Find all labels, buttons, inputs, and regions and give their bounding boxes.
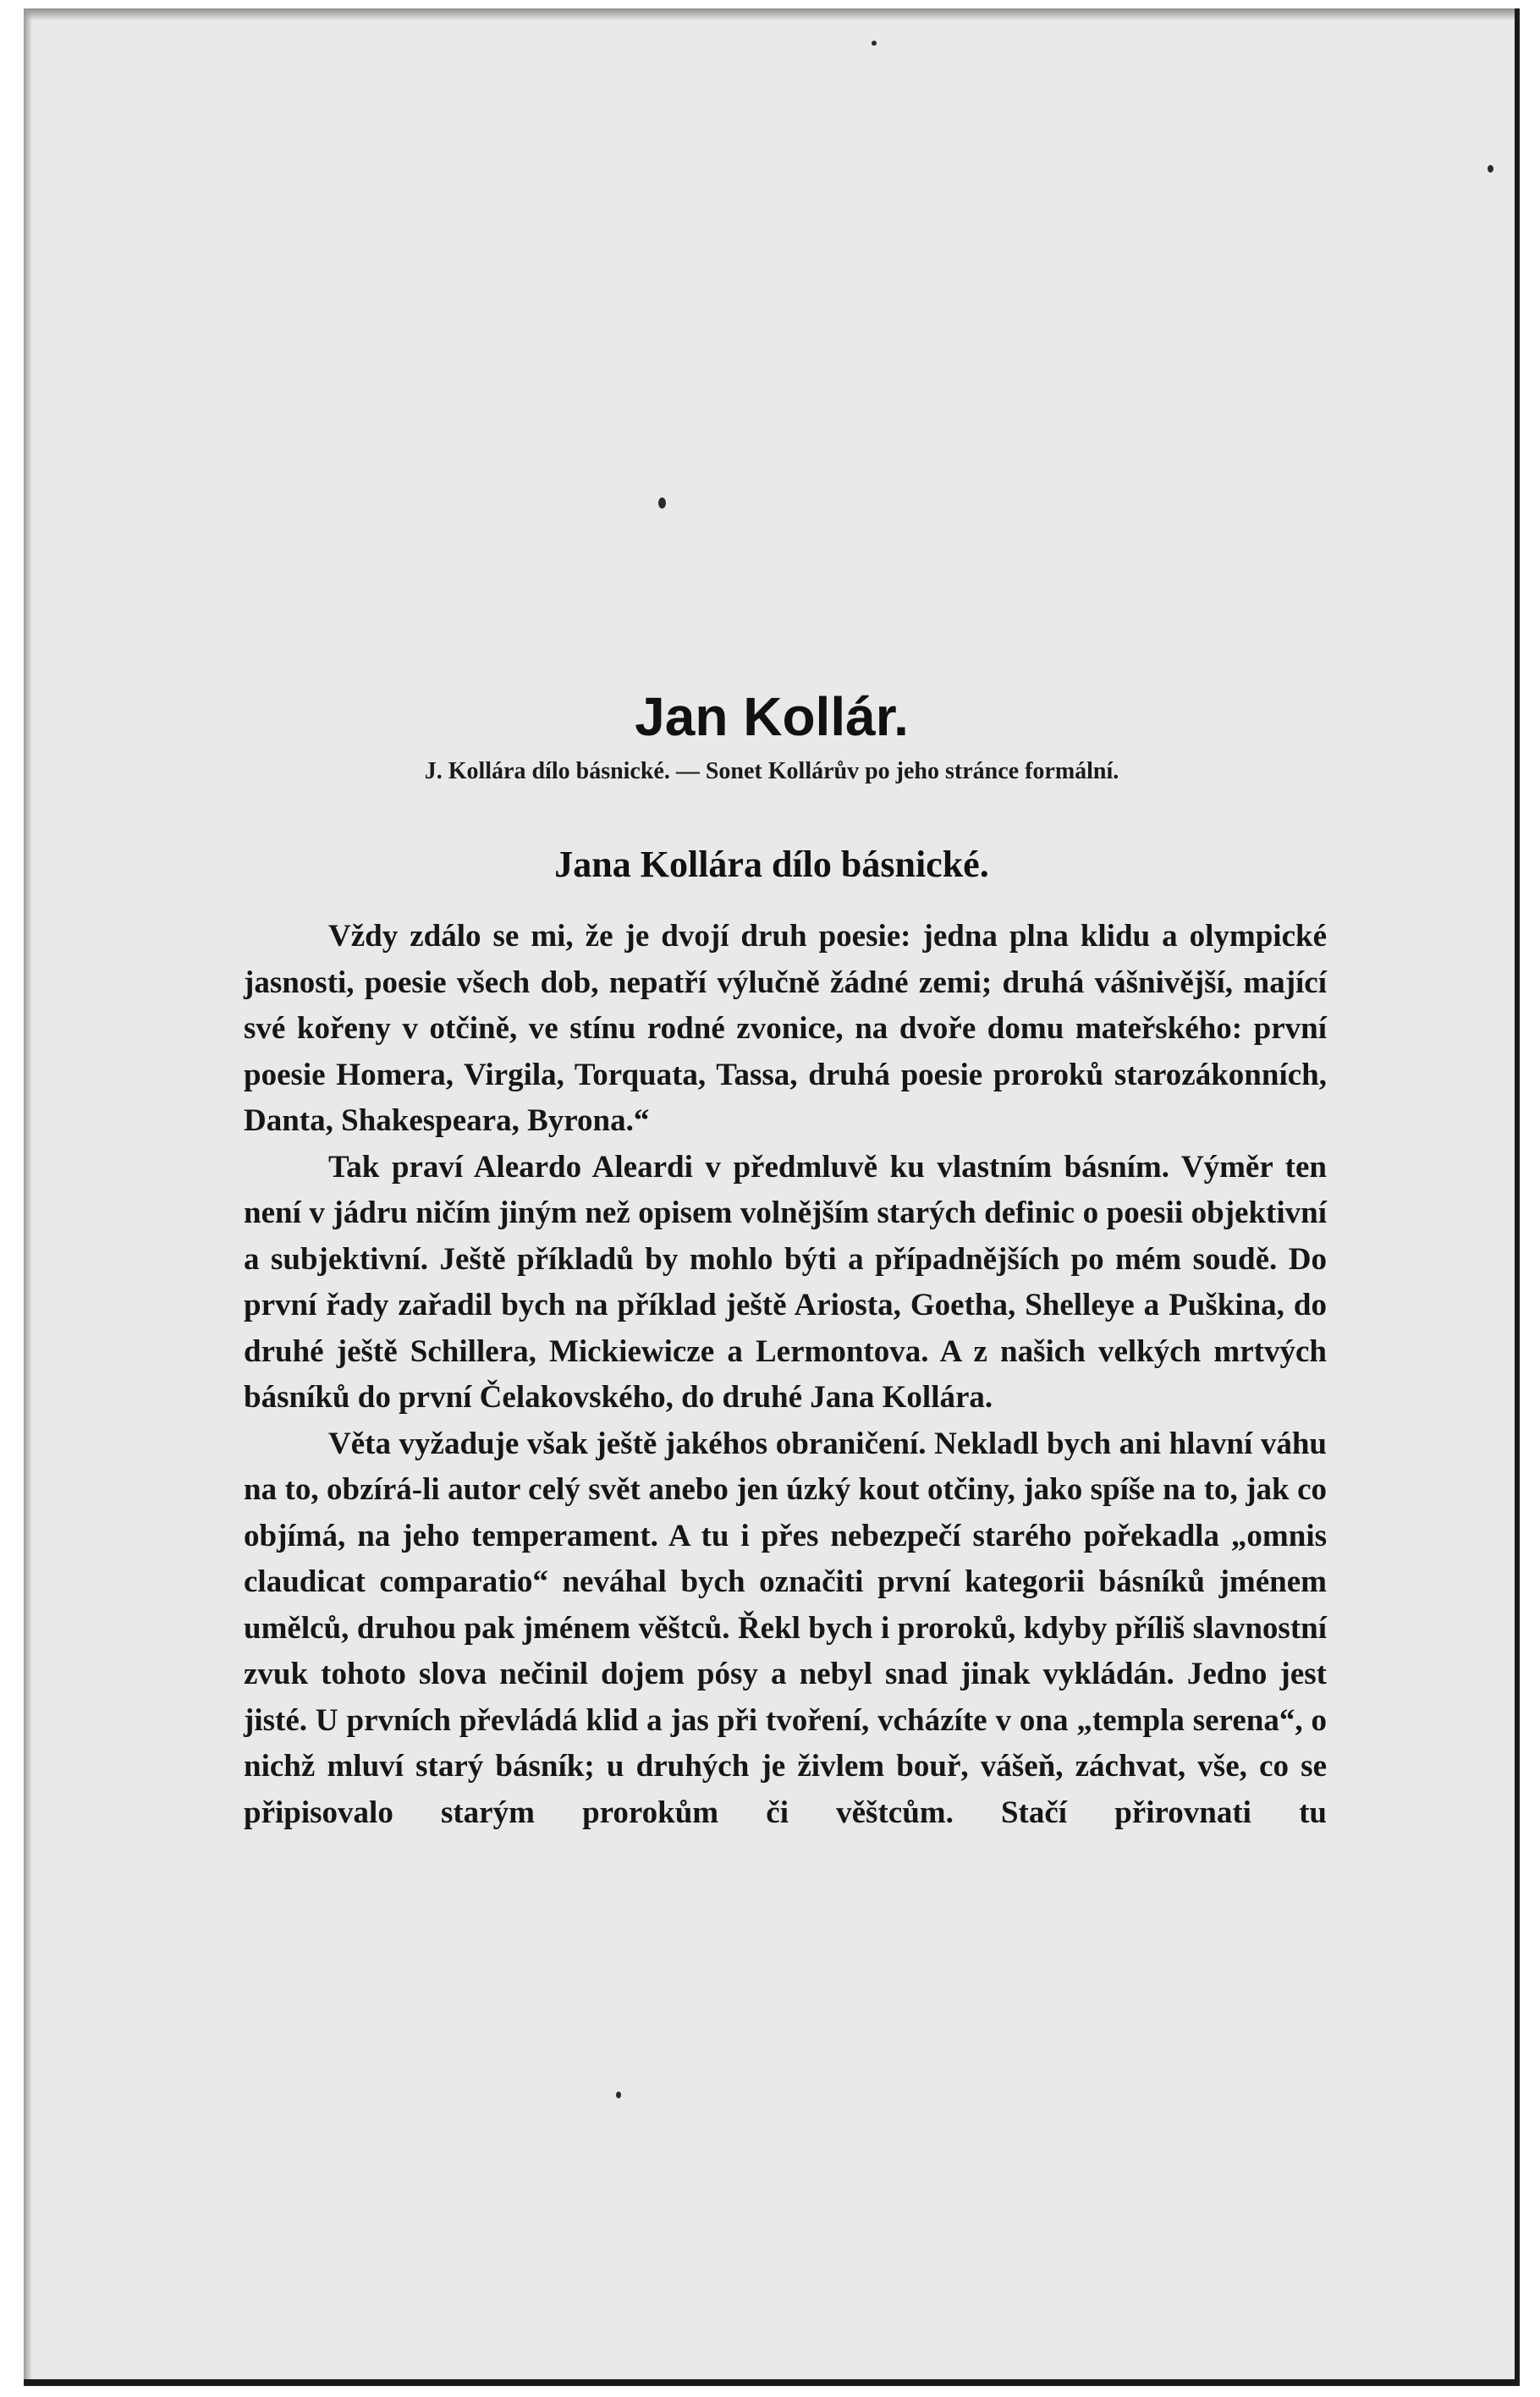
print-speck <box>616 2092 621 2098</box>
chapter-subtitle: J. Kollára dílo básnické. — Sonet Kollárův po jeho stránce formální. <box>424 758 1119 784</box>
body-text <box>244 914 1327 1836</box>
print-speck <box>658 498 666 509</box>
page-left-shadow <box>24 8 32 2379</box>
page-title: Jan Kollár. <box>635 686 909 747</box>
paragraph: Věta vyžaduje však ještě jakéhos obraničení. Nekladl bych ani hlavní váhu na to, obzírá-li autor celý svět anebo jen úzký kout otčiny, jako spíše na to, jak co objímá, na jeho temperament. A tu i přes nebezpečí starého pořekadla „omnis claudicat comparatio“ neváhal bych označiti první kategorii básníků jménem umělců, druhou pak jménem věštců. Řekl bych i proroků, kdyby příliš slavnostní zvuk tohoto slova nečinil dojem pósy a nebyl snad jinak vykládán. Jedno jest jisté. U prvních převládá klid a jas při tvoření, vcházíte v ona „templa serena“, o nichž mluví starý básník; u druhých je živlem bouř, vášeň, záchvat, vše, co se připisovalo starým prorokům či věštcům. Stačí přirovnati tu <box>244 1426 1327 1830</box>
paragraph: Tak praví Aleardo Aleardi v předmluvě ku vlastním básním. Výměr ten není v jádru ničím jiným než opisem volnějším starých definic o poesii objektivní a subjektivní. Ještě příkladů by mohlo býti a případnějších po mém soudě. Do první řady zařadil bych na příklad ještě Ariosta, Goetha, Shelleye a Puškina, do druhé ještě Schillera, Mickiewicze a Lermontova. A z našich velkých mrtvých básníků do první Čelakovského, do druhé Jana Kollára. <box>244 1149 1327 1415</box>
page-top-shadow <box>24 8 1515 20</box>
print-speck <box>872 41 877 46</box>
print-speck <box>1488 165 1493 173</box>
scanned-page <box>24 8 1520 2386</box>
section-heading: Jana Kollára dílo básnické. <box>554 844 989 885</box>
paragraph: Vždy zdálo se mi, že je dvojí druh poesie: jedna plna klidu a olympické jasnosti, poesie všech dob, nepatří výlučně žádné zemi; druhá vášnivější, mající své kořeny v otčině, ve stínu rodné zvonice, na dvoře domu mateřského: první poesie Homera, Virgila, Torquata, Tassa, druhá poesie proroků starozákonních, Danta, Shakespeara, Byrona.“ <box>244 919 1327 1138</box>
